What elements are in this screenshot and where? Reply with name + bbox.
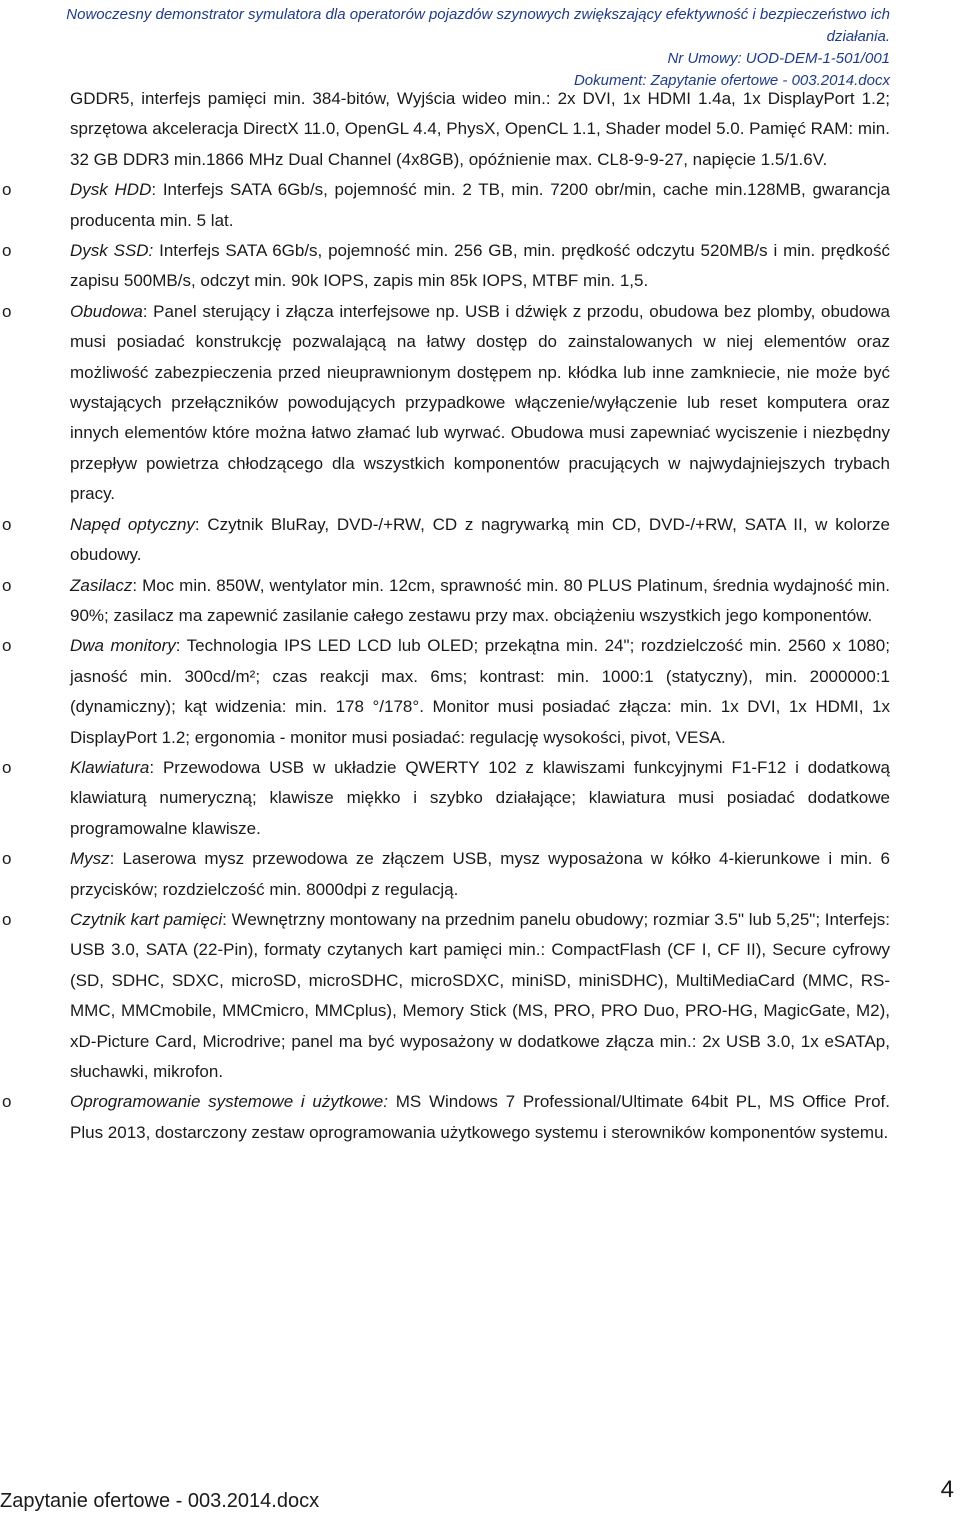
header-project-title: Nowoczesny demonstrator symulatora dla operatorów pojazdów szynowych zwiększający efektywność i bezpieczeństwo ich działania. <box>66 6 890 45</box>
spec-description: : Technologia IPS LED LCD lub OLED; przekątna min. 24"; rozdzielczość min. 2560 x 1080; jasność min. 300cd/m²; czas reakcji max. 6ms; kontrast: min. 1000:1 (statyczny), min. 2000000:1 (dynamiczny); kąt widzenia: min. 178 °/178°. Monitor musi posiadać złącza: min. 1x DVI, 1x HDMI, 1x DisplayPort 1.2; ergonomia - monitor musi posiadać: regulację wysokości, pivot, VESA. <box>70 636 890 747</box>
bullet-icon: o <box>2 301 12 321</box>
page-header <box>10 4 890 92</box>
spec-term: Napęd optyczny <box>70 514 195 534</box>
spec-list-item <box>0 631 890 753</box>
spec-description: Interfejs SATA 6Gb/s, pojemność min. 256 GB, min. prędkość odczytu 520MB/s i min. prędkość zapisu 500MB/s, odczyt min. 90k IOPS, zapis min 85k IOPS, MTBF min. 1,5. <box>70 241 890 291</box>
bullet-icon: o <box>2 636 12 656</box>
bullet-icon: o <box>2 849 12 869</box>
bullet-icon: o <box>2 180 12 200</box>
bullet-icon: o <box>2 575 12 595</box>
spec-term: Zasilacz <box>70 575 133 595</box>
bullet-icon: o <box>2 757 12 777</box>
document-body <box>0 84 960 1148</box>
spec-description: : Moc min. 850W, wentylator min. 12cm, sprawność min. 80 PLUS Platinum, średnia wydajność min. 90%; zasilacz ma zapewnić zasilanie całego zestawu przy max. obciążeniu wszystkich jego komponentów. <box>70 575 890 625</box>
spec-description: : Przewodowa USB w układzie QWERTY 102 z klawiszami funkcyjnymi F1-F12 i dodatkową klawiaturą numeryczną; klawisze miękko i szybko działające; klawiatura musi posiadać dodatkowe programowalne klawisze. <box>70 757 890 838</box>
bullet-icon: o <box>2 1092 12 1112</box>
spec-list-item <box>0 297 890 510</box>
header-contract-number: Nr Umowy: UOD-DEM-1-501/001 <box>667 50 890 67</box>
bullet-icon: o <box>2 241 12 261</box>
spec-list-item <box>0 1087 890 1148</box>
spec-term: Mysz <box>70 849 110 869</box>
spec-description: : Wewnętrzny montowany na przednim panelu obudowy; rozmiar 3.5" lub 5,25"; Interfejs: USB 3.0, SATA (22-Pin), formaty czytanych kart pamięci min.: CompactFlash (CF I, CF II), Secure cyfrowy (SD, SDHC, SDXC, microSD, microSDHC, microSDXC, miniSD, miniSDHC), MultiMediaCard (MMC, RS-MMC, MMCmobile, MMCmicro, MMCplus), Memory Stick (MS, PRO, PRO Duo, PRO-HG, MagicGate, M2), xD-Picture Card, Microdrive; panel ma być wyposażony w dodatkowe złącza min.: 2x USB 3.0, 1x eSATAp, słuchawki, mikrofon. <box>70 909 890 1081</box>
spec-list-item <box>0 905 890 1087</box>
spec-term: Dysk SSD: <box>70 241 154 261</box>
spec-term: Dysk HDD <box>70 180 152 200</box>
spec-term: Oprogramowanie systemowe i użytkowe: <box>70 1092 388 1112</box>
spec-description: MS Windows 7 Professional/Ultimate 64bit PL, MS Office Prof. Plus 2013, dostarczony zestaw oprogramowania użytkowego systemu i sterowników komponentów systemu. <box>70 1092 890 1142</box>
spec-description: : Laserowa mysz przewodowa ze złączem USB, mysz wyposażona w kółko 4-kierunkowe i min. 6 przycisków; rozdzielczość min. 8000dpi z regulacją. <box>70 849 890 899</box>
spec-term: Klawiatura <box>70 757 150 777</box>
spec-list-item <box>0 571 890 632</box>
footer-document-name: Zapytanie ofertowe - 003.2014.docx <box>0 1490 320 1512</box>
spec-description: : Panel sterujący i złącza interfejsowe np. USB i dźwięk z przodu, obudowa bez plomby, obudowa musi posiadać konstrukcję pozwalającą na łatwy dostęp do zainstalowanych w niej elementów oraz możliwość zabezpieczenia przed nieuprawnionym dostępem np. kłódka lub inne zamkniecie, nie może być wystających przełączników powodujących przypadkowe włączenie/wyłączenie lub reset komputera oraz innych elementów które można łatwo złamać lub wyrwać. Obudowa musi zapewniać wyciszenie i niezbędny przepływ powietrza chłodzącego dla wszystkich komponentów pracujących w najwydajniejszych trybach pracy. <box>70 301 890 504</box>
page-number: 4 <box>940 1476 954 1503</box>
spec-description: : Czytnik BluRay, DVD-/+RW, CD z nagrywarką min CD, DVD-/+RW, SATA II, w kolorze obudowy. <box>70 514 890 565</box>
spec-term: Dwa monitory <box>70 636 176 656</box>
spec-description: : Interfejs SATA 6Gb/s, pojemność min. 2 TB, min. 7200 obr/min, cache min.128MB, gwarancja producenta min. 5 lat. <box>70 180 890 230</box>
header-document-name: Dokument: Zapytanie ofertowe - 003.2014.docx <box>573 72 890 89</box>
spec-list-item <box>0 753 890 844</box>
continuation-paragraph: GDDR5, interfejs pamięci min. 384-bitów, Wyjścia wideo min.: 2x DVI, 1x HDMI 1.4a, 1x DisplayPort 1.2; sprzętowa akceleracja DirectX 11.0, OpenGL 4.4, PhysX, OpenCL 1.1, Shader model 5.0. Pamięć RAM: min. 32 GB DDR3 min.1866 MHz Dual Channel (4x8GB), opóźnienie max. CL8-9-9-27, napięcie 1.5/1.6V. <box>70 89 890 169</box>
spec-list-item <box>0 236 890 297</box>
spec-list-item <box>0 175 890 236</box>
spec-term: Obudowa <box>70 301 143 321</box>
spec-list <box>0 175 960 1148</box>
spec-list-item <box>0 844 890 905</box>
spec-term: Czytnik kart pamięci <box>70 909 223 929</box>
bullet-icon: o <box>2 909 12 929</box>
spec-list-item <box>0 510 890 571</box>
bullet-icon: o <box>2 514 12 534</box>
